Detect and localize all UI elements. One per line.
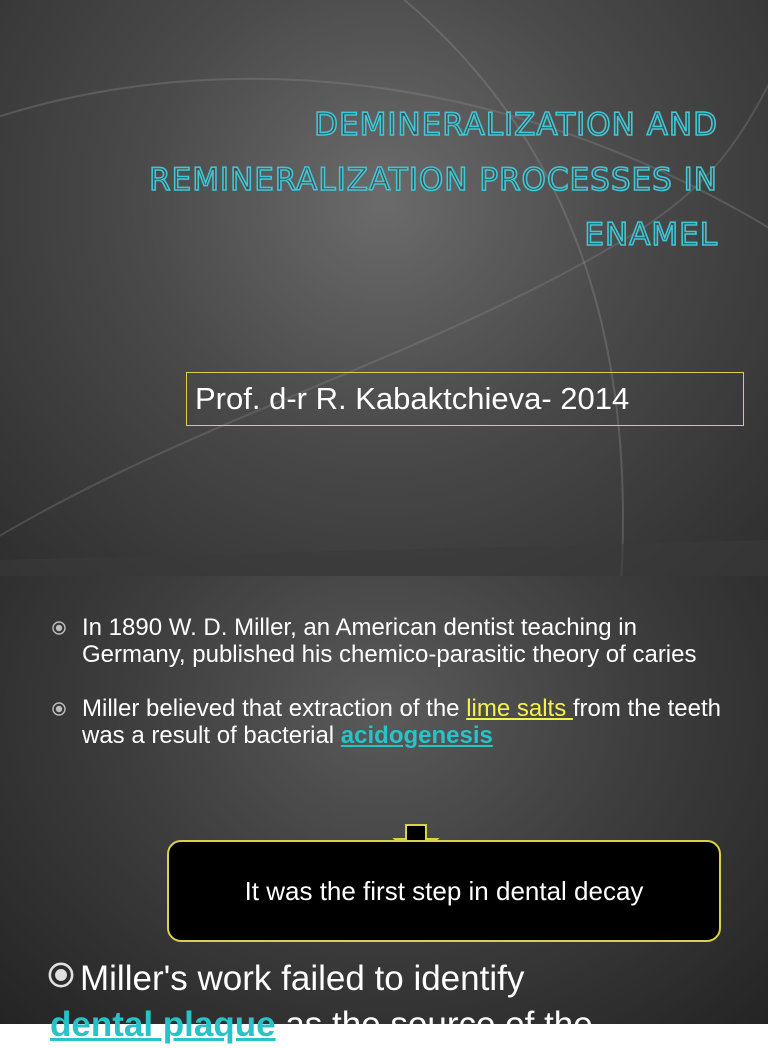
callout-box: It was the first step in dental decay bbox=[167, 840, 721, 942]
title-line-1: DEMINERALIZATION AND bbox=[314, 107, 718, 143]
bullet-item-lime-salts bbox=[48, 695, 738, 749]
bullet-text-part: as the source of the bbox=[275, 1005, 593, 1044]
title-line-3: ENAMEL bbox=[584, 217, 718, 253]
circled-dot-icon bbox=[52, 702, 66, 716]
content-slide bbox=[0, 576, 768, 1044]
circled-dot-icon bbox=[48, 962, 74, 988]
bullet-text-line-2 bbox=[48, 1002, 768, 1048]
bullet-list bbox=[48, 614, 738, 776]
title-line-2: REMINERALIZATION PROCESSES IN bbox=[149, 162, 718, 198]
bullet-text-part: from the teeth was a result of bacterial bbox=[82, 695, 721, 749]
slide-title bbox=[40, 98, 718, 263]
highlight-acidogenesis: acidogenesis bbox=[340, 722, 493, 749]
bullet-text-part: Miller believed that extraction of the bbox=[82, 695, 467, 722]
bullet-item-miller-1890 bbox=[48, 614, 738, 668]
highlight-lime-salts: lime salts bbox=[466, 695, 573, 722]
author-box: Prof. d-r R. Kabaktchieva- 2014 bbox=[186, 372, 744, 426]
bullet-text: In 1890 W. D. Miller, an American dentist teaching in Germany, published his chemico-parasitic theory of caries bbox=[82, 614, 697, 668]
highlight-dental-plaque: dental plaque bbox=[50, 1005, 276, 1044]
bullet-text: Miller's work failed to identify bbox=[80, 959, 525, 998]
bullet-item-plaque bbox=[48, 956, 768, 1048]
circled-dot-icon bbox=[52, 621, 66, 635]
